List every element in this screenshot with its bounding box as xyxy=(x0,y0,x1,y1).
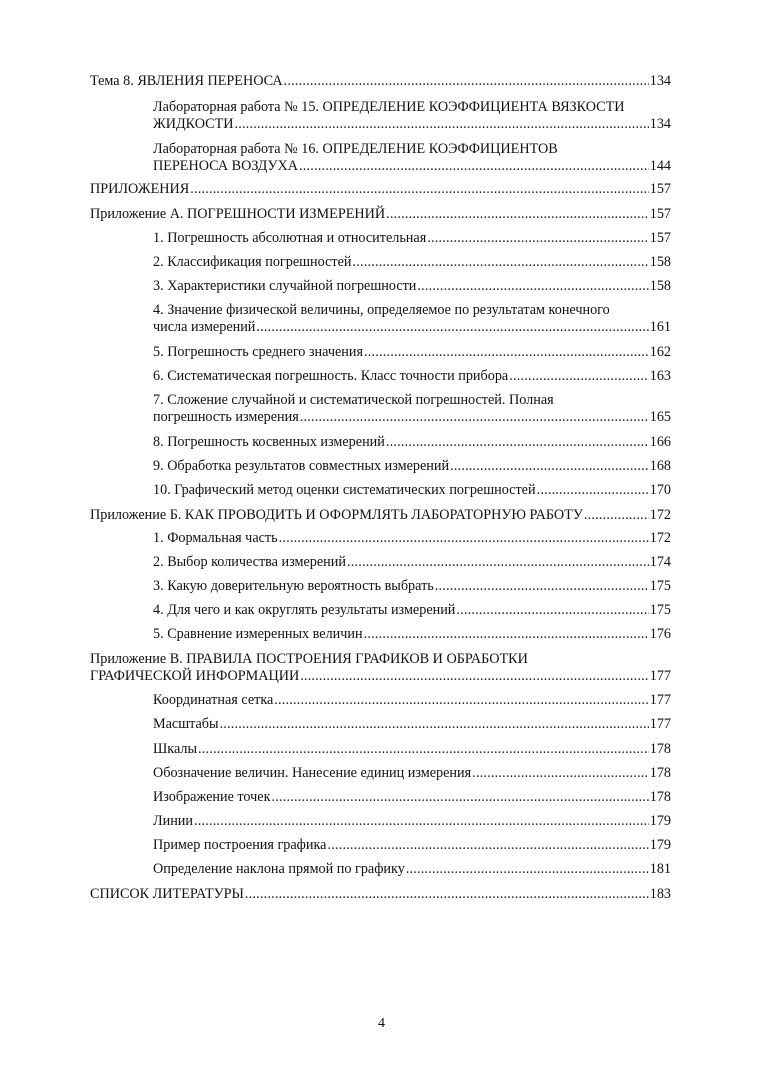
dot-leader xyxy=(347,554,649,571)
dot-leader xyxy=(300,668,649,685)
dot-leader xyxy=(300,409,649,426)
toc-entry-title: Шкалы xyxy=(153,741,198,757)
toc-entry[interactable] xyxy=(153,368,671,385)
toc-entry-page: 179 xyxy=(649,837,671,853)
toc-entry[interactable] xyxy=(153,302,671,336)
toc-entry[interactable] xyxy=(153,254,671,271)
toc-entry-page: 170 xyxy=(649,482,671,498)
toc-entry[interactable] xyxy=(90,73,671,90)
toc-entry-page: 158 xyxy=(649,278,671,294)
toc-entry-page: 172 xyxy=(649,530,671,546)
dot-leader xyxy=(245,886,649,903)
toc-entry-title: ПЕРЕНОСА ВОЗДУХА xyxy=(153,158,299,174)
toc-entry[interactable] xyxy=(153,530,671,547)
dot-leader xyxy=(364,344,649,361)
toc-entry-page: 177 xyxy=(649,668,671,684)
dot-leader xyxy=(450,458,649,475)
toc-entry-title: 5. Погрешность среднего значения xyxy=(153,344,363,360)
toc-entry-page: 157 xyxy=(649,181,671,197)
toc-entry-page: 176 xyxy=(649,626,671,642)
toc-entry-title: Изображение точек xyxy=(153,789,271,805)
dot-leader xyxy=(386,434,649,451)
dot-leader xyxy=(472,765,649,782)
toc-entry-title-line: 4. Значение физической величины, определяемое по результатам конечного xyxy=(153,302,610,318)
toc-entry-title: Линии xyxy=(153,813,193,829)
dot-leader xyxy=(235,116,649,133)
toc-entry-title: Координатная сетка xyxy=(153,692,274,708)
toc-entry-title: Определение наклона прямой по графику xyxy=(153,861,405,877)
dot-leader xyxy=(194,813,649,830)
toc-entry[interactable] xyxy=(153,278,671,295)
dot-leader xyxy=(406,861,649,878)
toc-entry[interactable] xyxy=(153,482,671,499)
toc-entry[interactable] xyxy=(90,181,671,198)
toc-entry-title: 1. Погрешность абсолютная и относительная xyxy=(153,230,427,246)
toc-entry-title: 9. Обработка результатов совместных измерений xyxy=(153,458,450,474)
toc-entry-title: Пример построения графика xyxy=(153,837,327,853)
dot-leader xyxy=(198,741,649,758)
toc-entry-title-line: Лабораторная работа № 15. ОПРЕДЕЛЕНИЕ КОЭФФИЦИЕНТА ВЯЗКОСТИ xyxy=(153,99,625,115)
toc-entry[interactable] xyxy=(153,99,671,133)
toc-entry-title: 2. Классификация погрешностей xyxy=(153,254,352,270)
toc-entry-page: 179 xyxy=(649,813,671,829)
toc-entry[interactable] xyxy=(153,554,671,571)
toc-entry-title: Масштабы xyxy=(153,716,219,732)
dot-leader xyxy=(386,206,649,223)
toc-entry[interactable] xyxy=(153,626,671,643)
toc-entry[interactable] xyxy=(153,789,671,806)
toc-entry-page: 166 xyxy=(649,434,671,450)
toc-entry[interactable] xyxy=(153,141,671,175)
dot-leader xyxy=(584,507,649,524)
toc-entry-title: Тема 8. ЯВЛЕНИЯ ПЕРЕНОСА xyxy=(90,73,283,89)
toc-entry-title: 3. Характеристики случайной погрешности xyxy=(153,278,417,294)
toc-entry[interactable] xyxy=(153,344,671,361)
toc-entry-title: ЖИДКОСТИ xyxy=(153,116,234,132)
toc-entry-title-line: Приложение В. ПРАВИЛА ПОСТРОЕНИЯ ГРАФИКОВ И ОБРАБОТКИ xyxy=(90,651,528,667)
toc-entry-title: 10. Графический метод оценки систематических погрешностей xyxy=(153,482,536,498)
toc-entry-page: 165 xyxy=(649,409,671,425)
toc-entry-title: 2. Выбор количества измерений xyxy=(153,554,346,570)
dot-leader xyxy=(509,368,649,385)
toc-entry-title: 8. Погрешность косвенных измерений xyxy=(153,434,385,450)
toc-entry-page: 174 xyxy=(649,554,671,570)
toc-entry[interactable] xyxy=(153,716,671,733)
toc-entry-title: 4. Для чего и как округлять результаты измерений xyxy=(153,602,456,618)
toc-entry[interactable] xyxy=(90,651,671,685)
toc-entry[interactable] xyxy=(153,765,671,782)
dot-leader xyxy=(435,578,649,595)
toc-entry-page: 157 xyxy=(649,230,671,246)
page-number: 4 xyxy=(378,1016,385,1031)
toc-entry[interactable] xyxy=(153,861,671,878)
toc-entry-title: погрешность измерения xyxy=(153,409,299,425)
dot-leader xyxy=(279,530,649,547)
toc-entry[interactable] xyxy=(153,602,671,619)
toc-entry[interactable] xyxy=(153,578,671,595)
toc-entry-page: 175 xyxy=(649,602,671,618)
toc-entry-page: 161 xyxy=(649,319,671,335)
toc-entry-title-line: 7. Сложение случайной и систематической погрешностей. Полная xyxy=(153,392,554,408)
toc-entry[interactable] xyxy=(153,392,671,426)
toc-entry[interactable] xyxy=(90,206,671,223)
toc-entry[interactable] xyxy=(153,230,671,247)
toc-entry[interactable] xyxy=(153,813,671,830)
toc-entry[interactable] xyxy=(90,886,671,903)
toc-entry-page: 178 xyxy=(649,789,671,805)
toc-entry-title: ПРИЛОЖЕНИЯ xyxy=(90,181,190,197)
toc-entry-page: 175 xyxy=(649,578,671,594)
toc-entry-page: 178 xyxy=(649,741,671,757)
toc-entry-page: 177 xyxy=(649,716,671,732)
dot-leader xyxy=(456,602,648,619)
dot-leader xyxy=(284,73,649,90)
toc-entry-title: 1. Формальная часть xyxy=(153,530,278,546)
dot-leader xyxy=(364,626,649,643)
toc-entry-page: 134 xyxy=(649,73,671,89)
toc-entry-page: 134 xyxy=(649,116,671,132)
toc-entry[interactable] xyxy=(153,434,671,451)
toc-entry-page: 163 xyxy=(649,368,671,384)
toc-entry-title: Приложение Б. КАК ПРОВОДИТЬ И ОФОРМЛЯТЬ ЛАБОРАТОРНУЮ РАБОТУ xyxy=(90,507,583,523)
toc-entry-page: 181 xyxy=(649,861,671,877)
toc-entry-title: 3. Какую доверительную вероятность выбрать xyxy=(153,578,434,594)
toc-entry-page: 183 xyxy=(649,886,671,902)
toc-entry[interactable] xyxy=(90,507,671,524)
toc-entry-title: 6. Систематическая погрешность. Класс точности прибора xyxy=(153,368,509,384)
toc-entry-page: 172 xyxy=(649,507,671,523)
dot-leader xyxy=(190,181,648,198)
toc-entry-title-line: Лабораторная работа № 16. ОПРЕДЕЛЕНИЕ КОЭФФИЦИЕНТОВ xyxy=(153,141,558,157)
toc-entry[interactable] xyxy=(153,741,671,758)
toc-entry-title: ГРАФИЧЕСКОЙ ИНФОРМАЦИИ xyxy=(90,668,300,684)
toc-entry-page: 177 xyxy=(649,692,671,708)
dot-leader xyxy=(327,837,648,854)
toc-entry-page: 157 xyxy=(649,206,671,222)
dot-leader xyxy=(271,789,648,806)
toc-entry[interactable] xyxy=(153,692,671,709)
dot-leader xyxy=(256,319,648,336)
toc-entry-page: 178 xyxy=(649,765,671,781)
dot-leader xyxy=(537,482,649,499)
dot-leader xyxy=(274,692,648,709)
toc-entry-page: 162 xyxy=(649,344,671,360)
dot-leader xyxy=(352,254,648,271)
toc-entry-page: 158 xyxy=(649,254,671,270)
dot-leader xyxy=(220,716,649,733)
toc-entry-title: Обозначение величин. Нанесение единиц измерения xyxy=(153,765,472,781)
toc-entry[interactable] xyxy=(153,837,671,854)
toc-entry-title: 5. Сравнение измеренных величин xyxy=(153,626,363,642)
dot-leader xyxy=(427,230,648,247)
toc-entry-title: СПИСОК ЛИТЕРАТУРЫ xyxy=(90,886,244,902)
toc-entry-title: Приложение А. ПОГРЕШНОСТИ ИЗМЕРЕНИЙ xyxy=(90,206,386,222)
toc-entry[interactable] xyxy=(153,458,671,475)
dot-leader xyxy=(299,158,649,175)
dot-leader xyxy=(417,278,648,295)
toc-entry-title: числа измерений xyxy=(153,319,256,335)
toc-entry-page: 144 xyxy=(649,158,671,174)
toc-entry-page: 168 xyxy=(649,458,671,474)
